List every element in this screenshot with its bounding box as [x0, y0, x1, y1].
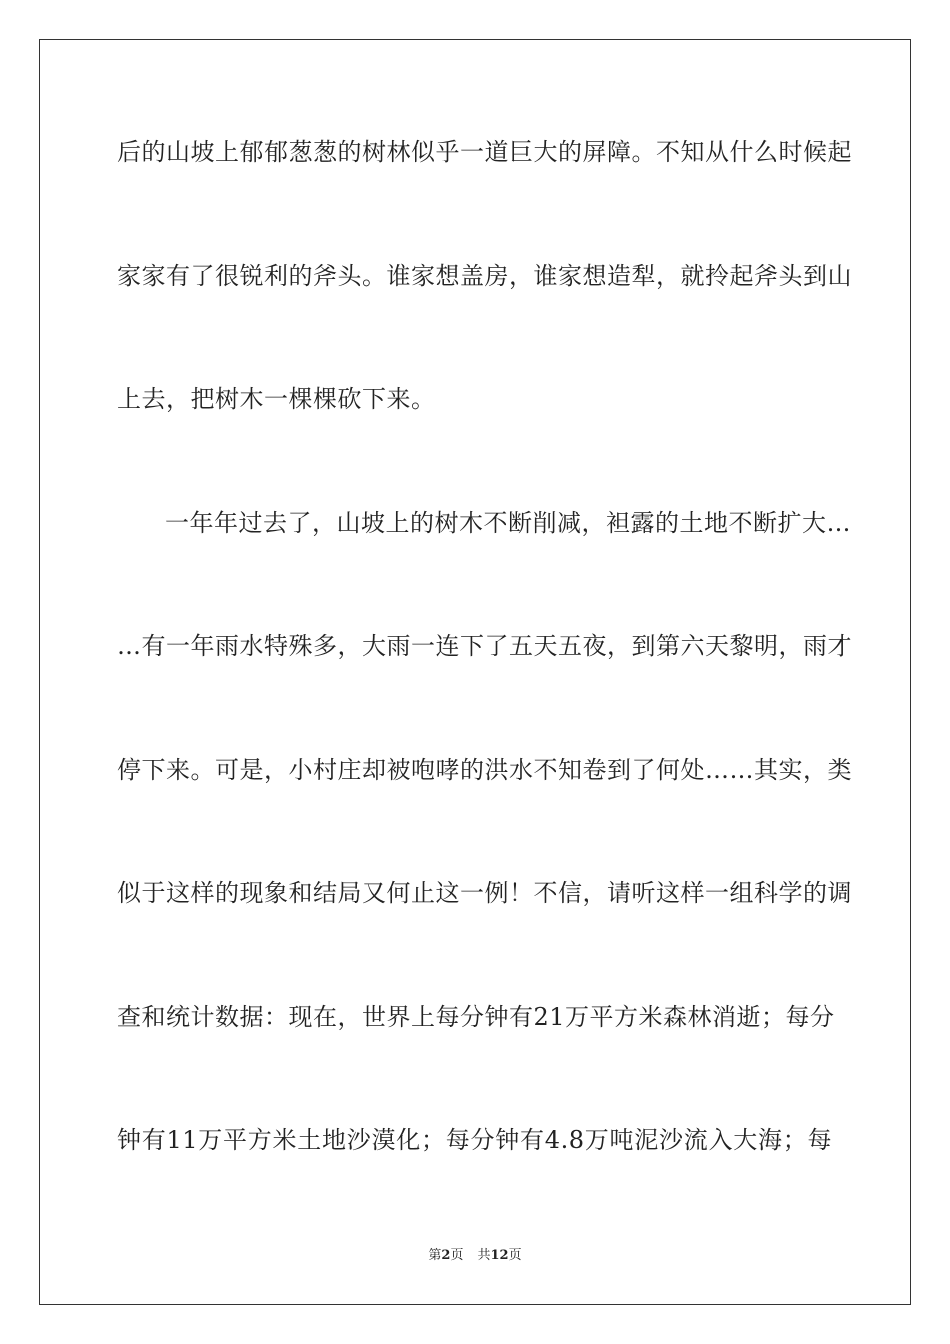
text-line-9: 钟有11万平方米土地沙漠化；每分钟有4.8万吨泥沙流入大海；每	[117, 1126, 832, 1154]
total-pages: 12	[490, 1248, 509, 1263]
total-suffix: 页	[508, 1248, 522, 1263]
page-suffix: 页	[450, 1248, 464, 1263]
page-number: 2	[441, 1248, 451, 1263]
total-prefix: 共	[477, 1248, 491, 1263]
text-line-4-paragraph-start: 一年年过去了，山坡上的树木不断削减，袒露的土地不断扩大…	[165, 509, 851, 537]
text-line-8: 查和统计数据：现在，世界上每分钟有21万平方米森林消逝；每分	[117, 1003, 835, 1031]
text-line-7: 似于这样的现象和结局又何止这一例！不信，请听这样一组科学的调	[117, 879, 852, 907]
page-prefix: 第	[428, 1248, 442, 1263]
page-footer	[0, 1248, 950, 1264]
text-line-6: 停下来。可是，小村庄却被咆哮的洪水不知卷到了何处……其实，类	[117, 756, 852, 784]
text-line-3: 上去，把树木一棵棵砍下来。	[117, 385, 436, 413]
text-line-5: …有一年雨水特殊多，大雨一连下了五天五夜，到第六天黎明，雨才	[117, 632, 852, 660]
page-border	[39, 39, 911, 1305]
text-line-2: 家家有了很锐利的斧头。谁家想盖房，谁家想造犁，就拎起斧头到山	[117, 262, 852, 290]
text-line-1: 后的山坡上郁郁葱葱的树林似乎一道巨大的屏障。不知从什么时候起	[117, 138, 852, 166]
